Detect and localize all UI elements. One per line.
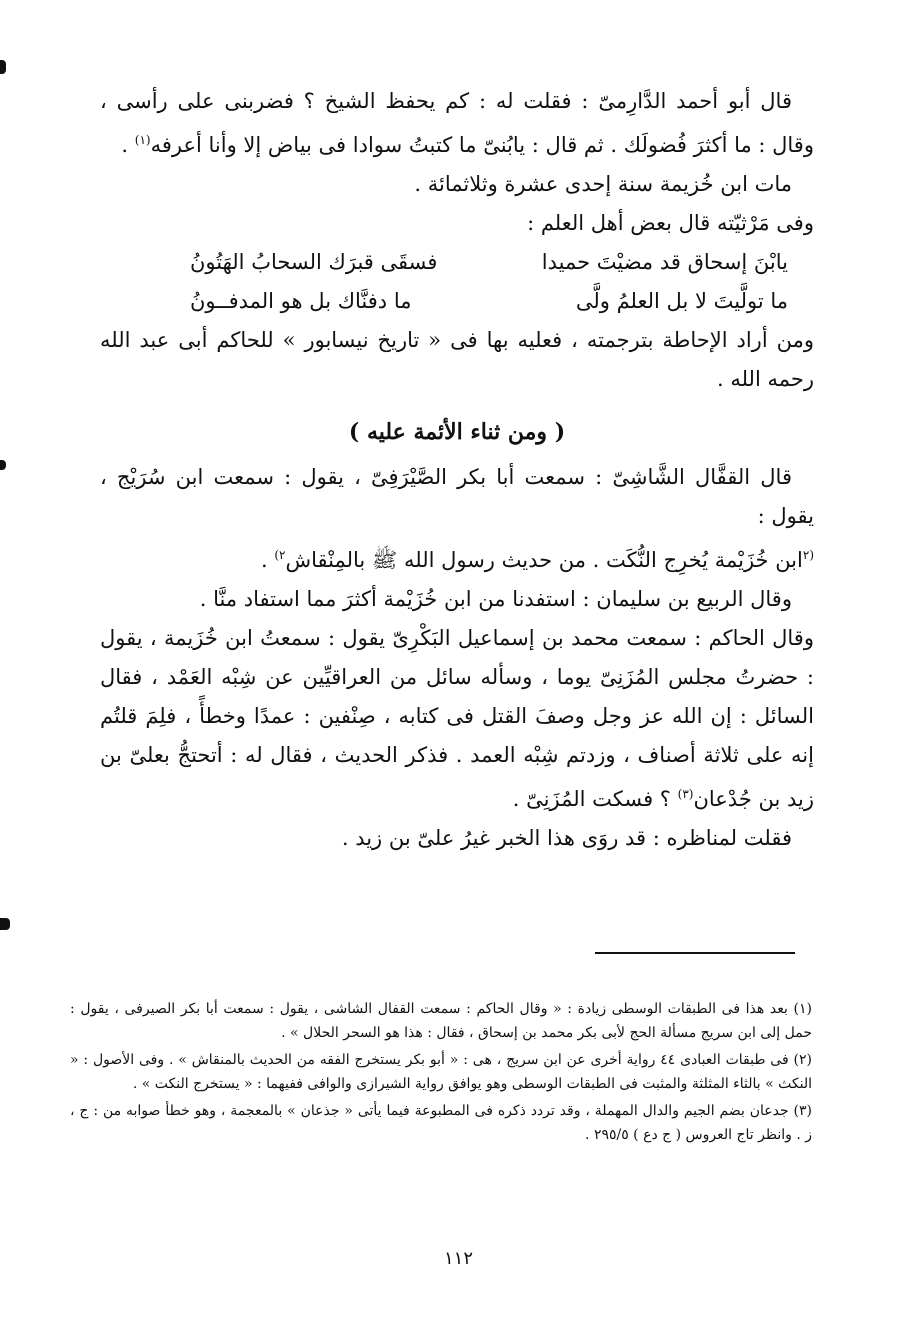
footnote-ref: (٢ <box>802 548 814 562</box>
paragraph-text: ابن خُزَيْمة يُخرِج النُّكَت . من حديث رسول الله ﷺ بالمِنْقاش <box>285 548 803 572</box>
footnote-ref: ٢) <box>274 548 286 562</box>
paragraph-text: قال أبو أحمد الدَّارِمىّ : فقلت له : كم يحفظ الشيخ ؟ فضربنى على رأسى ، وقال : ما أكثرَ فُضولَك . ثم قال : يابُنىّ ما كتبتُ سوادا فى بياض إلا وأنا أعرفه <box>100 89 814 157</box>
paragraph-text: وقال الحاكم : سمعت محمد بن إسماعيل البَكْرِىّ يقول : سمعتُ ابن خُزَيمة ، يقول : حضرتُ مجلس المُزَنِىّ يوما ، وسأله سائل من العراقيِّين عن شِبْه العَمْد ، فقال السائل : إن الله عز وجل وصفَ القتل فى كتابه ، صِنْفين : عمدًا وخطأً ، فلِمَ قلتُم إنه على ثلاثة أصناف ، وزدتم شِبْه العمد . فذكر الحديث ، فقال له : أتحتجُّ بعلىّ بن زيد بن جُدْعان <box>100 626 814 811</box>
scan-edge-mark <box>0 918 10 930</box>
paragraph-text: . <box>260 548 275 572</box>
footnote-ref: (٣) <box>677 787 694 801</box>
footnotes <box>70 998 812 1151</box>
footnote: (١) بعد هذا فى الطبقات الوسطى زيادة : « وقال الحاكم : سمعت القفال الشاشى ، يقول : سمعت أبا بكر الصيرفى ، يقول : حمل إلى ابن سريج مسألة الحج لأبى بكر محمد بن إسحاق ، فقال : هذا هو السحر الحلال » . <box>70 1001 812 1041</box>
paragraph: قال أبو أحمد الدَّارِمىّ : فقلت له : كم يحفظ الشيخ ؟ فضربنى على رأسى ، وقال : ما أكثرَ فُضولَك . ثم قال : يابُنىّ ما كتبتُ سوادا فى بياض إلا وأنا أعرفه$^{(١)}$ . <box>100 89 814 157</box>
paragraph: ومن أراد الإحاطة بترجمته ، فعليه بها فى « تاريخ نيسابور » للحاكم أبى عبد الله رحمه الله . <box>100 328 814 391</box>
paragraph <box>100 619 814 819</box>
page-number: ١١٢ <box>443 1248 473 1269</box>
section-heading: ( ومن ثناء الأئمة عليه ) <box>348 419 566 445</box>
footnote-separator <box>595 952 795 954</box>
paragraph <box>100 536 814 580</box>
paragraph: وقال الربيع بن سليمان : استفدنا من ابن خُزَيْمة أكثرَ مما استفاد منَّا . <box>199 587 792 611</box>
verse-hemistich: ما دفنَّاك بل هو المدفــونُ <box>190 289 412 313</box>
verse-hemistich: يابْنَ إسحاق قد مضيْتَ حميدا <box>541 250 788 274</box>
main-text <box>100 82 814 858</box>
verse-line <box>100 243 814 282</box>
footnote: (٢) فى طبقات العبادى ٤٤ رواية أخرى عن ابن سريج ، هى : « أبو بكر يستخرج الفقه من الحديث بالمنقاش » . وفى الأصول : « النكث » بالثاء المثلثة والمثبت فى الطبقات الوسطى وهو يوافق رواية الشيرازى والوافى ففيهما : « يستخرج النكت » . <box>70 1052 812 1092</box>
paragraph: وفى مَرْثيّته قال بعض أهل العلم : <box>527 211 814 235</box>
verse-hemistich: فسقَى قبرَك السحابُ الهَتُونُ <box>190 250 438 274</box>
verse-line <box>100 282 814 321</box>
scan-edge-mark <box>0 460 6 470</box>
paragraph-text: ؟ فسكت المُزَنِىّ . <box>512 787 678 811</box>
verse-hemistich: ما تولَّيتَ لا بل العلمُ ولَّى <box>575 289 788 313</box>
paragraph: فقلت لمناظره : قد روَى هذا الخبر غيرُ علىّ بن زيد . <box>341 826 792 850</box>
scan-edge-mark <box>0 60 6 74</box>
footnote: (٣) جدعان بضم الجيم والدال المهملة ، وقد تردد ذكره فى المطبوعة فيما يأتى « جذعان » بالمعجمة ، وهو خطأ صوابه من : ج ، ز . وانظر تاج العروس ( ج دع ) ٢٩٥/٥ . <box>70 1103 812 1143</box>
paragraph: مات ابن خُزيمة سنة إحدى عشرة وثلاثمائة . <box>414 172 792 196</box>
paragraph: قال القفَّال الشَّاشِىّ : سمعت أبا بكر الصَّيْرَفِىّ ، يقول : سمعت ابن سُرَيْج ، يقول : <box>100 465 814 528</box>
footnote-ref: (١) <box>134 133 151 147</box>
